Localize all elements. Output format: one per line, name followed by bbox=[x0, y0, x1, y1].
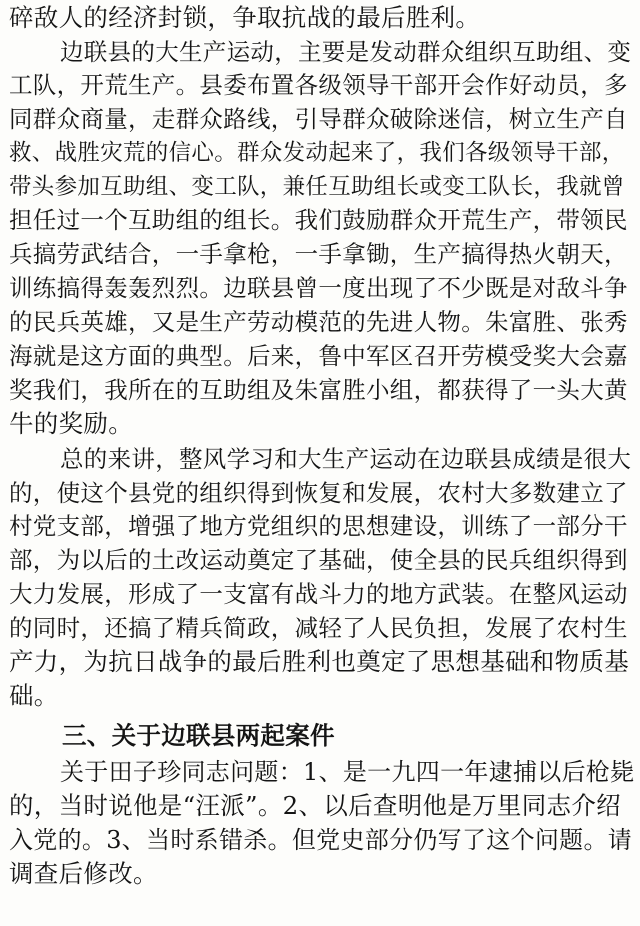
text-line: 村党支部，增强了地方党组织的思想建设，训练了一部分干 bbox=[9, 512, 628, 540]
text-line: 同群众商量，走群众路线，引导群众破除迷信，树立生产自 bbox=[9, 105, 628, 133]
text-line: 碎敌人的经济封锁，争取抗战的最后胜利。 bbox=[9, 3, 481, 32]
paragraph-start-line: 边联县的大生产运动，主要是发动群众组织互助组、变 bbox=[60, 38, 632, 66]
text-line: 大力发展，形成了一支富有战斗力的地方武装。在整风运动 bbox=[9, 580, 628, 608]
paragraph-start-line: 总的来讲，整风学习和大生产运动在边联县成绩是很大 bbox=[60, 445, 632, 473]
section-heading: 三、关于边联县两起案件 bbox=[62, 721, 335, 750]
text-line: 的同时，还搞了精兵简政，减轻了人民负担，发展了农村生 bbox=[9, 614, 628, 642]
text-line: 牛的奖励。 bbox=[9, 409, 133, 438]
text-line: 础。 bbox=[9, 681, 59, 710]
text-line: 兵搞劳武结合，一手拿枪，一手拿锄，生产搞得热火朝天， bbox=[9, 240, 628, 268]
text-line: 的，使这个县党的组织得到恢复和发展，农村大多数建立了 bbox=[9, 479, 628, 507]
text-line: 工队，开荒生产。县委布置各级领导干部开会作好动员，多 bbox=[9, 71, 628, 99]
text-line: 训练搞得轰轰烈烈。边联县曾一度出现了不少既是对敌斗争 bbox=[9, 274, 628, 302]
text-line: 的，当时说他是“汪派”。2、以后查明他是万里同志介绍 bbox=[9, 791, 621, 820]
text-line: 产力，为抗日战争的最后胜利也奠定了思想基础和物质基 bbox=[9, 647, 629, 676]
text-line: 救、战胜灾荒的信心。群众发动起来了，我们各级领导干部， bbox=[9, 140, 625, 166]
text-line: 的民兵英雄，又是生产劳动模范的先进人物。朱富胜、张秀 bbox=[9, 308, 628, 336]
text-line: 入党的。3、当时系错杀。但党史部分仍写了这个问题。请 bbox=[9, 826, 633, 854]
text-line: 担任过一个互助组的组长。我们鼓励群众开荒生产，带领民 bbox=[9, 206, 628, 234]
text-line: 部，为以后的土改运动奠定了基础，使全县的民兵组织得到 bbox=[9, 546, 628, 574]
text-line: 奖我们，我所在的互助组及朱富胜小组，都获得了一头大黄 bbox=[9, 376, 628, 404]
text-line: 带头参加互助组、变工队，兼任互助组长或变工队长，我就曾 bbox=[9, 174, 625, 200]
text-line: 海就是这方面的典型。后来，鲁中军区召开劳模受奖大会嘉 bbox=[9, 342, 628, 370]
text-line: 调查后修改。 bbox=[9, 859, 158, 888]
paragraph-start-line: 关于田子珍同志问题：1、是一九四一年逮捕以后枪毙 bbox=[60, 758, 635, 786]
